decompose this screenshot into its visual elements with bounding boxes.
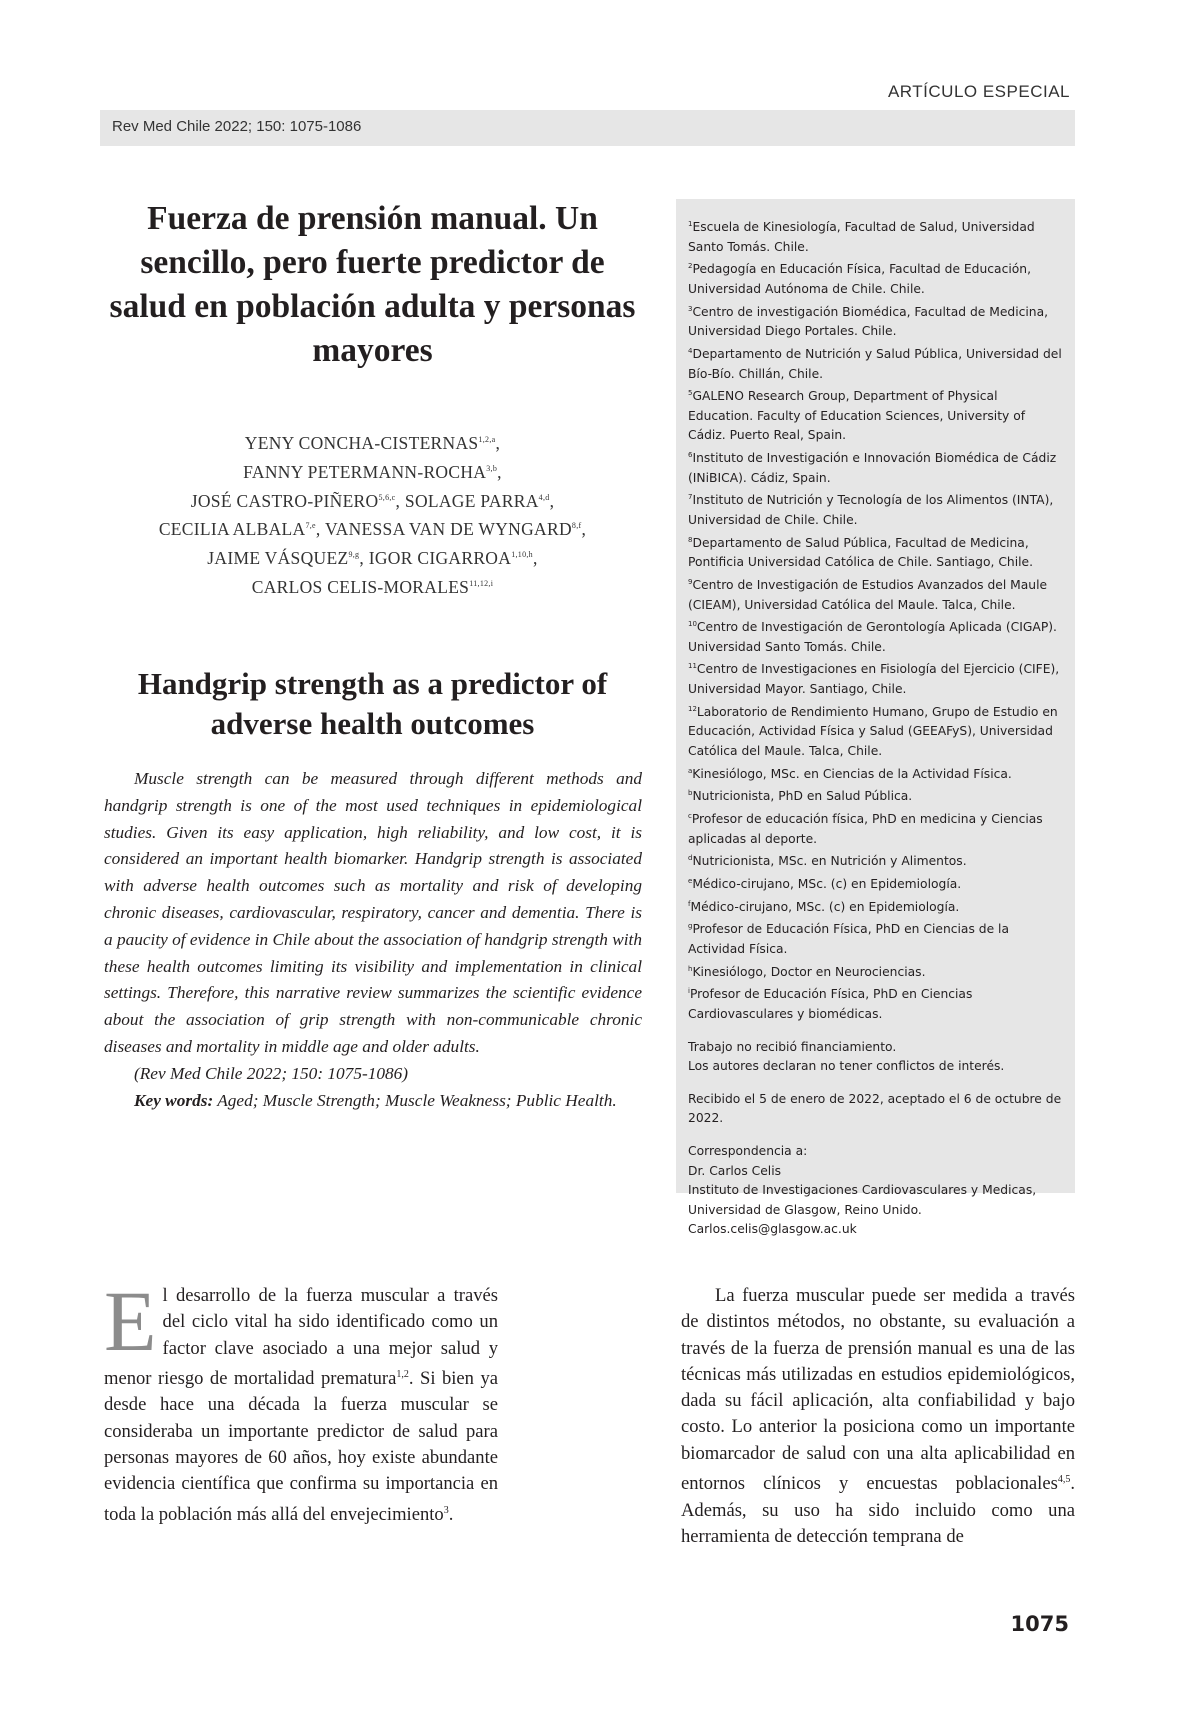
affiliation-item	[688, 488, 1063, 530]
affiliation-marker: e	[688, 876, 693, 885]
author-list	[100, 427, 645, 600]
affiliation-text: Laboratorio de Rendimiento Humano, Grupo de Estudio en Educación, Actividad Física y Salud (GEEAFyS), Universidad Católica del Maule. Talca, Chile.	[688, 704, 1058, 758]
funding-statement: Trabajo no recibió financiamiento.	[688, 1039, 897, 1054]
affiliation-item	[688, 257, 1063, 299]
affiliation-marker: 8	[688, 535, 693, 544]
author-name: JOSÉ CASTRO-PIÑERO	[190, 490, 379, 511]
affiliation-marker: 11	[688, 662, 697, 671]
affiliation-list	[688, 215, 1063, 1025]
affiliation-text: Kinesiólogo, MSc. en Ciencias de la Actividad Física.	[692, 766, 1012, 781]
affiliation-text: Centro de Investigación de Gerontología Aplicada (CIGAP). Universidad Santo Tomás. Chile.	[688, 620, 1057, 654]
affiliation-text: Departamento de Nutrición y Salud Pública, Universidad del Bío-Bío. Chillán, Chile.	[688, 346, 1062, 381]
author-name: VANESSA VAN DE WYNGARD	[324, 519, 572, 540]
body-paragraph	[104, 1273, 499, 1528]
journal-citation: Rev Med Chile 2022; 150: 1075-1086	[112, 118, 362, 135]
citation-sup: 3	[443, 1504, 449, 1516]
author-line	[100, 427, 645, 456]
affiliation-marker: h	[688, 964, 693, 973]
received-date: Recibido el 5 de enero de 2022, aceptado el 6 de octubre de 2022.	[688, 1091, 1062, 1126]
author-name: CECILIA ALBALA	[158, 519, 306, 540]
affiliation-text: Médico-cirujano, MSc. (c) en Epidemiología.	[692, 877, 962, 891]
english-title: Handgrip strength as a predictor of adverse health outcomes	[137, 666, 608, 741]
affiliation-text: Pedagogía en Educación Física, Facultad de Educación, Universidad Autónoma de Chile. Chile.	[688, 262, 1031, 296]
author-affiliation-sup: 9,g	[348, 550, 360, 560]
affiliation-marker: f	[688, 899, 691, 908]
affiliation-item	[688, 446, 1063, 488]
author-separator: ,	[395, 490, 401, 511]
page-number: 1075	[1010, 1612, 1069, 1636]
body-text: . Si bien ya desde hace una década la fuerza muscular se consideraba un importante predictor de salud para personas mayores de 60 años, hoy existe abundante evidencia científica que confirma su importancia en toda la población más allá del envejecimiento	[104, 1368, 499, 1525]
affiliation-item	[688, 982, 1063, 1024]
abstract	[104, 766, 642, 1114]
author-affiliation-sup: 1,10,h	[511, 550, 533, 560]
affiliation-text: Profesor de Educación Física, PhD en Ciencias Cardiovasculares y biomédicas.	[688, 987, 973, 1021]
journal-header-bar	[100, 110, 1075, 146]
author-line	[100, 456, 645, 485]
affiliation-text: Nutricionista, MSc. en Nutrición y Alimentos.	[692, 854, 967, 869]
affiliations-box	[676, 199, 1075, 1237]
affiliation-item	[688, 895, 1063, 918]
affiliation-item	[688, 917, 1063, 959]
author-name: IGOR CIGARROA	[368, 548, 512, 569]
affiliation-item	[688, 849, 1063, 872]
author-separator: ,	[359, 548, 365, 569]
affiliation-text: Kinesiólogo, Doctor en Neurociencias.	[692, 964, 926, 979]
article-title: Fuerza de prensión manual. Un sencillo, pero fuerte predictor de salud en población adulta y personas mayores	[109, 200, 636, 369]
author-affiliation-sup: 11,12,i	[469, 579, 494, 589]
affiliation-marker: 9	[688, 577, 693, 586]
author-affiliation-sup: 3,b	[486, 463, 498, 473]
affiliation-item	[688, 615, 1063, 657]
author-affiliation-sup: 7,e	[305, 521, 316, 531]
affiliation-marker: 7	[688, 493, 693, 502]
author-affiliation-sup: 4,d	[538, 492, 550, 502]
author-affiliation-sup: 1,2,a	[478, 435, 496, 444]
author-name: YENY CONCHA-CISTERNAS	[244, 432, 479, 453]
affiliation-item	[688, 784, 1063, 807]
affiliation-item	[688, 531, 1063, 573]
affiliation-marker: c	[688, 811, 692, 820]
drop-cap: E	[104, 1273, 157, 1369]
body-text: l desarrollo de la fuerza muscular a través del ciclo vital ha sido identificado como un factor clave asociado a una mejor salud y menor riesgo de mortalidad prematura	[104, 1285, 498, 1390]
affiliation-marker: 1	[688, 220, 693, 228]
citation-sup: 1,2	[396, 1368, 409, 1380]
abstract-keywords	[104, 1088, 642, 1115]
affiliation-text: Instituto de Nutrición y Tecnología de los Alimentos (INTA), Universidad de Chile. Chile.	[688, 493, 1054, 527]
correspondence-label: Correspondencia a:	[688, 1143, 808, 1158]
author-line	[100, 571, 645, 600]
affiliation-text: Departamento de Salud Pública, Facultad de Medicina, Pontificia Universidad Católica de Chile. Santiago, Chile.	[688, 535, 1034, 570]
author-separator: ,	[549, 490, 555, 511]
body-column-right	[681, 1283, 1075, 1550]
affiliation-text: Médico-cirujano, MSc. (c) en Epidemiología.	[690, 899, 960, 914]
affiliation-marker: b	[688, 789, 693, 798]
body-paragraph	[681, 1283, 1075, 1550]
affiliation-marker: 6	[688, 451, 693, 459]
affiliation-marker: 4	[688, 346, 693, 355]
affiliation-item	[688, 807, 1063, 849]
affiliation-marker: g	[688, 922, 693, 931]
affiliation-marker: 3	[688, 304, 693, 313]
affiliation-item	[688, 342, 1063, 384]
correspondence-institution: Instituto de Investigaciones Cardiovasculares y Medicas, Universidad de Glasgow, Reino Unido.	[688, 1183, 1037, 1217]
author-line	[100, 542, 645, 571]
affiliation-marker: 12	[688, 704, 697, 713]
affiliation-text: Escuela de Kinesiología, Facultad de Salud, Universidad Santo Tomás. Chile.	[688, 220, 1035, 254]
author-separator: ,	[497, 461, 502, 482]
author-line	[100, 485, 645, 514]
affiliation-item	[688, 872, 1063, 895]
affiliation-marker: a	[688, 766, 693, 775]
author-name: FANNY PETERMANN-ROCHA	[243, 461, 487, 482]
correspondence-email[interactable]: Carlos.celis@glasgow.ac.uk	[688, 1222, 857, 1237]
conflict-statement: Los autores declaran no tener conflictos de interés.	[688, 1059, 1005, 1074]
correspondence-name: Dr. Carlos Celis	[688, 1163, 782, 1178]
body-text: . Además, su uso ha sido incluido como una herramienta de detección temprana de	[681, 1473, 1075, 1547]
affiliation-marker: 10	[688, 620, 697, 629]
abstract-citation: (Rev Med Chile 2022; 150: 1075-1086)	[134, 1063, 409, 1083]
affiliation-item	[688, 215, 1063, 257]
author-affiliation-sup: 5,6,c	[378, 492, 396, 502]
author-line	[100, 513, 645, 542]
body-text: .	[448, 1503, 454, 1525]
affiliation-marker: i	[688, 987, 690, 996]
affiliation-marker: 5	[688, 389, 693, 398]
affiliation-item	[688, 960, 1063, 983]
affiliation-item	[688, 657, 1063, 699]
affiliation-marker: 2	[688, 262, 693, 271]
affiliation-item	[688, 573, 1063, 615]
author-separator: ,	[315, 519, 321, 540]
author-name: CARLOS CELIS-MORALES	[251, 576, 470, 597]
body-column-left	[104, 1273, 499, 1528]
affiliation-marker: d	[688, 854, 693, 863]
abstract-text: Muscle strength can be measured through different methods and handgrip strength is one of the most used techniques in epidemiological studies. Given its easy application, high reliability, and low cost, it is considered an important health biomarker. Handgrip strength is associated with adverse health outcomes such as mortality and risk of developing chronic diseases, cardiovascular, respiratory, cancer and dementia. There is a paucity of evidence in Chile about the association of handgrip strength with these health outcomes limiting its visibility and implementation in clinical settings. Therefore, this narrative review summarizes the scientific evidence about the association of grip strength with non-communicable chronic diseases and mortality in middle age and older adults.	[104, 769, 642, 1056]
affiliation-text: GALENO Research Group, Department of Physical Education. Faculty of Education Sciences, University of Cádiz. Puerto Real, Spain.	[688, 389, 1026, 443]
affiliation-text: Nutricionista, PhD en Salud Pública.	[692, 789, 913, 804]
affiliation-text: Centro de Investigación de Estudios Avanzados del Maule (CIEAM), Universidad Católica del Maule. Talca, Chile.	[688, 577, 1048, 612]
author-separator: ,	[495, 432, 501, 453]
affiliation-item	[688, 762, 1063, 785]
body-text: La fuerza muscular puede ser medida a través de distintos métodos, no obstante, su evaluación a través de la fuerza de prensión manual es una de las técnicas más utilizadas en estudios epidemiológicos, dada su fácil aplicación, alta confiabilidad y bajo costo. Lo anterior la posiciona como un importante biomarcador de salud con una alta aplicabilidad en entornos clínicos y encuestas poblacionales	[681, 1285, 1075, 1495]
affiliation-text: Profesor de educación física, PhD en medicina y Ciencias aplicadas al deporte.	[688, 812, 1043, 846]
author-separator: ,	[581, 519, 587, 540]
author-name: SOLAGE PARRA	[404, 490, 539, 511]
author-separator: ,	[533, 548, 538, 569]
affiliation-text: Centro de investigación Biomédica, Facultad de Medicina, Universidad Diego Portales. Chile.	[688, 304, 1049, 339]
citation-sup: 4,5	[1057, 1474, 1071, 1486]
section-label: ARTÍCULO ESPECIAL	[887, 82, 1070, 101]
keywords-label: Key words:	[134, 1090, 214, 1110]
author-affiliation-sup: 8,f	[571, 521, 582, 531]
affiliation-item	[688, 300, 1063, 342]
keywords-text: Aged; Muscle Strength; Muscle Weakness; Public Health.	[217, 1090, 617, 1110]
affiliation-item	[688, 384, 1063, 446]
affiliation-text: Centro de Investigaciones en Fisiología del Ejercicio (CIFE), Universidad Mayor. Santiago, Chile.	[688, 662, 1060, 697]
affiliation-item	[688, 700, 1063, 762]
affiliation-text: Instituto de Investigación e Innovación Biomédica de Cádiz (INiBICA). Cádiz, Spain.	[688, 451, 1057, 485]
affiliation-text: Profesor de Educación Física, PhD en Ciencias de la Actividad Física.	[688, 922, 1010, 956]
author-name: JAIME VÁSQUEZ	[207, 548, 349, 569]
